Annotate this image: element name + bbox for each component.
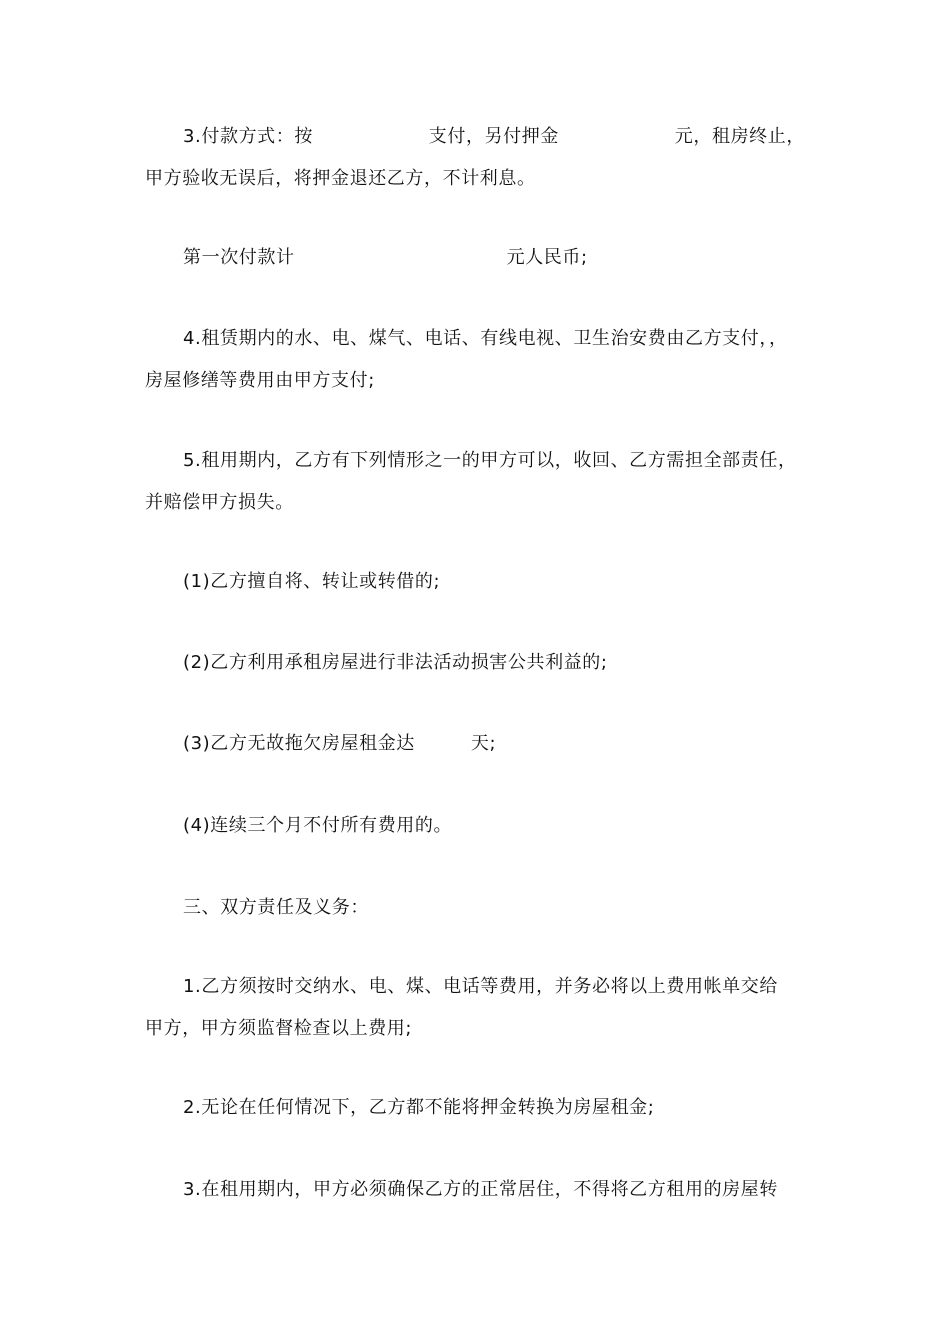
paragraph-line: [145, 116, 805, 158]
paragraph-line: 房屋修缮等费用由甲方支付;: [145, 370, 375, 391]
paragraph-line: 2.无论在任何情况下，乙方都不能将押金转换为房屋租金;: [183, 1097, 655, 1118]
list-item: [145, 561, 805, 603]
paragraph-line: 4.租赁期内的水、电、煤气、电话、有线电视、卫生治安费由乙方支付，，: [183, 328, 788, 349]
paragraph-line: 甲方，甲方须监督检查以上费用;: [145, 1018, 413, 1039]
list-item: [145, 805, 805, 847]
section-heading-text: 三、双方责任及义务：: [183, 897, 369, 918]
paragraph-responsibility-2: [145, 1087, 805, 1129]
paragraph-utilities: [145, 318, 805, 402]
paragraph-line: 甲方验收无误后，将押金退还乙方，不计利息。: [145, 168, 536, 189]
paragraph-line: 1.乙方须按时交纳水、电、煤、电话等费用，并务必将以上费用帐单交给: [183, 976, 778, 997]
list-item-text: (2)乙方利用承租房屋进行非法活动损害公共利益的;: [183, 652, 608, 673]
paragraph-line: 5.租用期内，乙方有下列情形之一的甲方可以，收回、乙方需担全部责任，: [183, 450, 797, 471]
paragraph-line: 3.在租用期内，甲方必须确保乙方的正常居住，不得将乙方租用的房屋转: [183, 1179, 778, 1200]
paragraph-line: [145, 237, 805, 279]
paragraph-termination-conditions: [145, 440, 805, 524]
list-item-text: (4)连续三个月不付所有费用的。: [183, 815, 453, 836]
paragraph-responsibility-1: [145, 966, 805, 1050]
text-termination: 元，租房终止，: [674, 126, 805, 147]
list-item-text: (1)乙方擅自将、转让或转借的;: [183, 571, 441, 592]
text-first-payment: 第一次付款计: [183, 247, 295, 268]
section-heading: [145, 887, 805, 929]
text-payment-method: 3.付款方式：按: [183, 126, 313, 147]
text-rmb: 元人民币;: [506, 247, 588, 268]
paragraph-line: 并赔偿甲方损失。: [145, 492, 294, 513]
paragraph-payment-method: [145, 116, 805, 200]
text-rent-arrears: (3)乙方无故拖欠房屋租金达: [183, 733, 415, 754]
text-days: 天;: [470, 733, 497, 754]
paragraph-first-payment: [145, 237, 805, 279]
paragraph-responsibility-3: [145, 1169, 805, 1211]
list-item: [145, 642, 805, 684]
list-item: [145, 723, 805, 765]
text-deposit: 支付，另付押金: [428, 126, 559, 147]
list-item-text: [145, 723, 805, 765]
